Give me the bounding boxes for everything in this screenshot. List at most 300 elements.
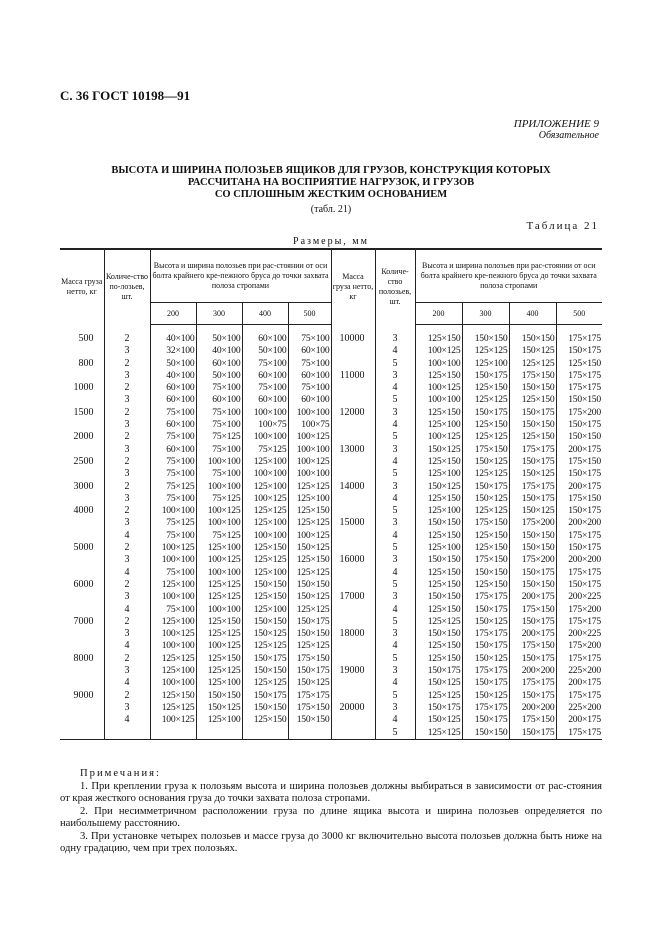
table-row: [60, 542, 602, 554]
cell-count: 2: [104, 505, 150, 517]
cell-size: 125×150: [415, 370, 462, 382]
cell-size: 150×150: [509, 419, 556, 431]
cell-size: 200×175: [556, 714, 602, 726]
cell-size: 200×225: [556, 628, 602, 640]
cell-size: 100×125: [288, 530, 331, 542]
cell-size: [242, 727, 288, 740]
note-item: 2. При несимметричном расположении груза по длине ящика высота и ширина полозьев определяется по наибольшему расстоянию.: [60, 805, 602, 829]
cell-size: 150×150: [288, 714, 331, 726]
cell-size: 125×125: [288, 604, 331, 616]
cell-size: 75×125: [196, 431, 242, 443]
cell-count: 3: [375, 665, 415, 677]
header-count: Количе-ство полозьев, шт.: [375, 249, 415, 325]
cell-size: 175×175: [556, 690, 602, 702]
cell-size: 125×150: [415, 640, 462, 652]
cell-size: 100×125: [196, 554, 242, 566]
cell-size: 175×175: [288, 690, 331, 702]
cell-count: 3: [104, 370, 150, 382]
cell-size: 60×100: [196, 358, 242, 370]
cell-size: 125×125: [415, 690, 462, 702]
cell-size: 150×175: [509, 493, 556, 505]
table-row: [60, 505, 602, 517]
cell-count: 4: [104, 530, 150, 542]
header-mass: Масса груза нетто, кг: [60, 249, 104, 325]
cell-count: 3: [375, 702, 415, 714]
cell-size: 150×175: [462, 714, 509, 726]
cell-size: 175×200: [556, 407, 602, 419]
cell-size: 125×125: [242, 640, 288, 652]
cell-count: 2: [104, 653, 150, 665]
table-label: Таблица 21: [526, 220, 599, 232]
cell-size: 175×175: [556, 616, 602, 628]
cell-size: 175×150: [509, 604, 556, 616]
cell-mass: [60, 444, 104, 456]
cell-size: 100×125: [415, 431, 462, 443]
cell-size: 75×100: [150, 407, 196, 419]
cell-count: 4: [104, 567, 150, 579]
cell-size: 150×175: [415, 665, 462, 677]
cell-size: 200×200: [556, 554, 602, 566]
cell-size: 125×125: [242, 505, 288, 517]
cell-size: 75×100: [150, 530, 196, 542]
header-count: Количе-ство по-лозьев, шт.: [104, 249, 150, 325]
cell-size: 60×100: [288, 394, 331, 406]
cell-size: 175×175: [462, 628, 509, 640]
cell-size: 125×100: [415, 505, 462, 517]
cell-count: 4: [375, 567, 415, 579]
cell-size: 150×150: [196, 690, 242, 702]
table-row: [60, 419, 602, 431]
cell-size: 150×175: [556, 505, 602, 517]
cell-size: 150×125: [288, 677, 331, 689]
cell-mass: [331, 616, 375, 628]
cell-size: [150, 727, 196, 740]
cell-mass: [331, 345, 375, 357]
cell-mass: [331, 431, 375, 443]
cell-mass: [331, 542, 375, 554]
cell-mass: 6000: [73, 578, 94, 590]
cell-size: 175×150: [288, 653, 331, 665]
cell-size: 75×100: [242, 382, 288, 394]
cell-size: 125×100: [242, 517, 288, 529]
cell-mass: [331, 653, 375, 665]
cell-count: 3: [104, 554, 150, 566]
cell-count: 2: [104, 431, 150, 443]
cell-size: 175×200: [556, 640, 602, 652]
cell-count: 3: [104, 702, 150, 714]
cell-size: 100×100: [242, 530, 288, 542]
cell-mass: 3000: [73, 480, 94, 492]
header-distance-300: 300: [196, 303, 242, 325]
cell-count: 3: [104, 517, 150, 529]
cell-size: 125×100: [150, 579, 196, 591]
table-row: [60, 591, 602, 603]
cell-size: 125×100: [150, 616, 196, 628]
cell-size: 125×150: [288, 505, 331, 517]
cell-size: 150×175: [415, 702, 462, 714]
cell-size: 100×75: [242, 419, 288, 431]
cell-mass: [60, 628, 104, 640]
cell-size: 200×200: [509, 702, 556, 714]
cell-size: 225×200: [556, 702, 602, 714]
table-row: [60, 604, 602, 616]
cell-mass: [331, 677, 375, 689]
table-row: [60, 690, 602, 702]
cell-mass: [60, 517, 104, 529]
cell-size: 100×75: [288, 419, 331, 431]
cell-size: 125×150: [462, 419, 509, 431]
cell-size: 150×125: [509, 345, 556, 357]
cell-size: 150×150: [462, 567, 509, 579]
cell-size: 150×125: [242, 628, 288, 640]
cell-size: 75×100: [288, 325, 331, 346]
cell-size: 60×100: [150, 382, 196, 394]
cell-size: 125×150: [196, 616, 242, 628]
cell-size: 125×125: [462, 468, 509, 480]
table-units: Размеры, мм: [293, 236, 369, 247]
cell-mass: 4000: [73, 505, 94, 517]
cell-size: 125×125: [196, 628, 242, 640]
cell-mass: [331, 456, 375, 468]
cell-size: 100×125: [288, 431, 331, 443]
cell-mass: [331, 394, 375, 406]
header-group: Высота и ширина полозьев при рас-стоянии от оси болта крайнего кре-пежного бруса до точки захвата полоза стропами: [150, 249, 331, 303]
cell-size: 75×100: [196, 419, 242, 431]
table-row: [60, 493, 602, 505]
cell-size: 60×100: [150, 444, 196, 456]
cell-size: 150×175: [556, 468, 602, 480]
cell-size: 40×100: [196, 345, 242, 357]
cell-size: 75×100: [242, 358, 288, 370]
cell-size: 150×150: [242, 665, 288, 677]
cell-mass: [60, 345, 104, 357]
table-row: [60, 714, 602, 726]
cell-size: 125×100: [196, 677, 242, 689]
cell-size: 125×150: [196, 653, 242, 665]
cell-size: 150×125: [462, 653, 509, 665]
cell-size: 150×125: [288, 542, 331, 554]
header-distance-200: 200: [150, 303, 196, 325]
cell-mass: [60, 554, 104, 566]
cell-size: 125×150: [462, 542, 509, 554]
cell-size: 125×150: [415, 493, 462, 505]
cell-size: 125×100: [242, 481, 288, 493]
cell-size: 125×150: [242, 542, 288, 554]
cell-size: 150×175: [556, 579, 602, 591]
cell-count: 5: [375, 505, 415, 517]
cell-size: 150×150: [509, 579, 556, 591]
table-row: [60, 579, 602, 591]
cell-size: 150×150: [242, 579, 288, 591]
cell-size: 40×100: [150, 370, 196, 382]
cell-size: 125×100: [415, 419, 462, 431]
cell-count: 5: [375, 358, 415, 370]
table-row: [60, 358, 602, 370]
cell-size: 150×125: [462, 616, 509, 628]
cell-size: 32×100: [150, 345, 196, 357]
cell-size: 150×175: [556, 345, 602, 357]
header-distance-400: 400: [242, 303, 288, 325]
cell-size: 175×175: [509, 481, 556, 493]
cell-count: 4: [375, 530, 415, 542]
header-mass: Масса груза нетто, кг: [331, 249, 375, 325]
table-row: [60, 640, 602, 652]
cell-count: 5: [375, 690, 415, 702]
cell-count: 3: [104, 444, 150, 456]
cell-size: 150×125: [415, 714, 462, 726]
cell-mass: [60, 727, 104, 740]
cell-size: [288, 727, 331, 740]
cell-size: 150×175: [462, 407, 509, 419]
appendix-label: [514, 118, 599, 141]
cell-mass: 1000: [73, 382, 94, 394]
cell-size: 125×150: [509, 394, 556, 406]
cell-size: 125×150: [415, 530, 462, 542]
note-item: 3. При установке четырех полозьев и массе груза до 3000 кг включительно высота полозьев должна быть ниже на одну градацию, чем при трех полозьях.: [60, 830, 602, 854]
cell-size: 175×175: [462, 665, 509, 677]
cell-size: 125×125: [242, 677, 288, 689]
cell-size: 125×125: [415, 616, 462, 628]
cell-size: 175×150: [556, 456, 602, 468]
cell-size: 100×125: [150, 714, 196, 726]
appendix-status: Обязательное: [538, 130, 599, 141]
cell-mass: [331, 530, 375, 542]
cell-size: 100×125: [150, 628, 196, 640]
cell-size: 100×100: [415, 358, 462, 370]
cell-size: 150×175: [462, 604, 509, 616]
cell-size: 150×175: [462, 370, 509, 382]
cell-mass: [60, 567, 104, 579]
cell-size: 150×125: [415, 481, 462, 493]
header-distance-500: 500: [288, 303, 331, 325]
cell-size: 100×100: [288, 444, 331, 456]
cell-count: 3: [375, 517, 415, 529]
cell-size: 125×125: [288, 481, 331, 493]
cell-size: [196, 727, 242, 740]
cell-count: 4: [104, 604, 150, 616]
cell-size: 100×125: [415, 345, 462, 357]
cell-count: 2: [104, 616, 150, 628]
cell-size: 75×100: [196, 468, 242, 480]
cell-size: 150×125: [462, 493, 509, 505]
cell-size: 175×150: [462, 517, 509, 529]
cell-size: 150×175: [509, 567, 556, 579]
cell-count: 4: [375, 419, 415, 431]
cell-mass: [60, 591, 104, 603]
cell-size: 200×175: [556, 444, 602, 456]
cell-mass: [60, 493, 104, 505]
cell-size: 150×125: [196, 702, 242, 714]
cell-size: 150×175: [288, 665, 331, 677]
cell-size: 150×150: [509, 542, 556, 554]
cell-mass: [60, 665, 104, 677]
cell-size: 75×100: [150, 431, 196, 443]
cell-mass: [60, 530, 104, 542]
cell-size: 125×125: [288, 567, 331, 579]
cell-size: 175×150: [288, 702, 331, 714]
cell-size: 200×175: [556, 481, 602, 493]
cell-count: 3: [104, 468, 150, 480]
table-body: [60, 325, 602, 740]
cell-size: 150×175: [509, 727, 556, 740]
cell-size: 125×100: [196, 542, 242, 554]
cell-size: 175×200: [509, 554, 556, 566]
cell-size: 125×100: [242, 456, 288, 468]
cell-mass: [60, 370, 104, 382]
cell-count: 3: [104, 493, 150, 505]
cell-size: 60×100: [288, 345, 331, 357]
title-line: ВЫСОТА И ШИРИНА ПОЛОЗЬЕВ ЯЩИКОВ ДЛЯ ГРУЗОВ, КОНСТРУКЦИЯ КОТОРЫХ: [111, 165, 551, 176]
cell-size: 100×100: [196, 456, 242, 468]
table-row: [60, 677, 602, 689]
title-line: СО СПЛОШНЫМ ЖЕСТКИМ ОСНОВАНИЕМ: [214, 189, 448, 200]
cell-size: 175×175: [556, 325, 602, 346]
appendix-title: ПРИЛОЖЕНИЕ 9: [513, 118, 599, 130]
cell-size: 125×125: [150, 653, 196, 665]
cell-size: 100×125: [150, 542, 196, 554]
table-row: [60, 727, 602, 740]
table-row: [60, 517, 602, 529]
cell-count: 5: [375, 431, 415, 443]
cell-mass: [331, 505, 375, 517]
cell-size: 175×150: [462, 554, 509, 566]
cell-size: 150×150: [556, 431, 602, 443]
header-distance-500: 500: [556, 303, 602, 325]
table-row: [60, 370, 602, 382]
cell-size: 200×200: [556, 517, 602, 529]
cell-size: 100×125: [288, 456, 331, 468]
cell-count: 3: [375, 325, 415, 346]
cell-mass: [60, 394, 104, 406]
title-table-ref: (табл. 21): [310, 204, 352, 215]
cell-size: 100×125: [196, 505, 242, 517]
cell-count: 2: [104, 690, 150, 702]
cell-size: 150×175: [509, 690, 556, 702]
table-row: [60, 345, 602, 357]
cell-size: 125×125: [288, 640, 331, 652]
cell-size: 225×200: [556, 665, 602, 677]
cell-size: 60×100: [242, 370, 288, 382]
cell-size: 100×100: [415, 394, 462, 406]
cell-size: 100×100: [196, 517, 242, 529]
cell-size: 100×100: [288, 407, 331, 419]
cell-count: 3: [375, 628, 415, 640]
cell-size: 50×100: [196, 370, 242, 382]
cell-size: 200×175: [509, 628, 556, 640]
cell-size: 125×150: [415, 456, 462, 468]
cell-size: 150×150: [415, 517, 462, 529]
cell-mass: 13000: [331, 444, 375, 456]
cell-size: 100×125: [242, 493, 288, 505]
cell-size: 175×175: [556, 653, 602, 665]
cell-size: 100×100: [150, 591, 196, 603]
cell-size: 175×175: [556, 382, 602, 394]
cell-size: 100×100: [196, 481, 242, 493]
cell-size: 150×125: [462, 456, 509, 468]
cell-count: 4: [375, 345, 415, 357]
cell-size: 125×100: [150, 665, 196, 677]
table-row: [60, 653, 602, 665]
cell-count: 3: [375, 370, 415, 382]
cell-size: 175×175: [509, 677, 556, 689]
notes-heading: Примечания:: [80, 768, 161, 779]
cell-count: 4: [375, 714, 415, 726]
cell-mass: 14000: [331, 481, 375, 493]
cell-count: 3: [375, 444, 415, 456]
cell-size: 100×100: [150, 554, 196, 566]
table-row: [60, 702, 602, 714]
cell-size: 125×125: [462, 345, 509, 357]
cell-size: 125×125: [196, 579, 242, 591]
cell-size: 175×175: [462, 702, 509, 714]
cell-size: 125×150: [415, 567, 462, 579]
cell-size: 75×100: [288, 382, 331, 394]
cell-count: 2: [104, 481, 150, 493]
cell-count: 4: [375, 677, 415, 689]
cell-count: 3: [104, 345, 150, 357]
page-header: С. 36 ГОСТ 10198—91: [60, 88, 191, 103]
cell-mass: [331, 714, 375, 726]
cell-mass: [60, 702, 104, 714]
cell-mass: [331, 493, 375, 505]
cell-mass: 12000: [331, 407, 375, 419]
title-line: РАССЧИТАНА НА ВОСПРИЯТИЕ НАГРУЗОК, И ГРУЗОВ: [187, 177, 475, 188]
cell-size: 125×100: [242, 567, 288, 579]
cell-size: 200×175: [556, 677, 602, 689]
cell-size: 125×100: [415, 468, 462, 480]
cell-size: 125×150: [415, 407, 462, 419]
cell-size: 150×150: [288, 628, 331, 640]
cell-size: 150×150: [462, 325, 509, 346]
cell-count: 5: [375, 394, 415, 406]
cell-count: 5: [375, 468, 415, 480]
cell-size: 150×150: [509, 325, 556, 346]
cell-size: 150×150: [556, 394, 602, 406]
cell-size: 150×125: [288, 591, 331, 603]
cell-size: 200×175: [509, 591, 556, 603]
cell-size: 125×150: [288, 554, 331, 566]
cell-size: 125×100: [462, 358, 509, 370]
cell-mass: [331, 604, 375, 616]
header-distance-200: 200: [415, 303, 462, 325]
cell-size: 150×175: [462, 640, 509, 652]
table-row: [60, 456, 602, 468]
cell-size: 150×150: [415, 554, 462, 566]
cell-count: 2: [104, 382, 150, 394]
cell-count: 4: [104, 714, 150, 726]
cell-size: 150×125: [509, 468, 556, 480]
cell-size: 175×175: [556, 727, 602, 740]
cell-mass: 19000: [331, 665, 375, 677]
cell-size: 75×100: [288, 358, 331, 370]
cell-mass: 1500: [73, 406, 94, 418]
cell-mass: 18000: [331, 628, 375, 640]
cell-size: 60×100: [288, 370, 331, 382]
cell-count: 2: [104, 325, 150, 346]
cell-count: 3: [104, 394, 150, 406]
cell-count: 5: [375, 542, 415, 554]
cell-count: 5: [375, 653, 415, 665]
cell-size: 75×125: [196, 530, 242, 542]
cell-count: 2: [104, 358, 150, 370]
cell-size: 175×175: [556, 530, 602, 542]
cell-size: 150×175: [288, 616, 331, 628]
cell-mass: [60, 604, 104, 616]
cell-size: 60×100: [150, 419, 196, 431]
cell-size: 125×125: [196, 591, 242, 603]
cell-mass: 5000: [73, 542, 94, 554]
cell-size: 60×100: [196, 394, 242, 406]
